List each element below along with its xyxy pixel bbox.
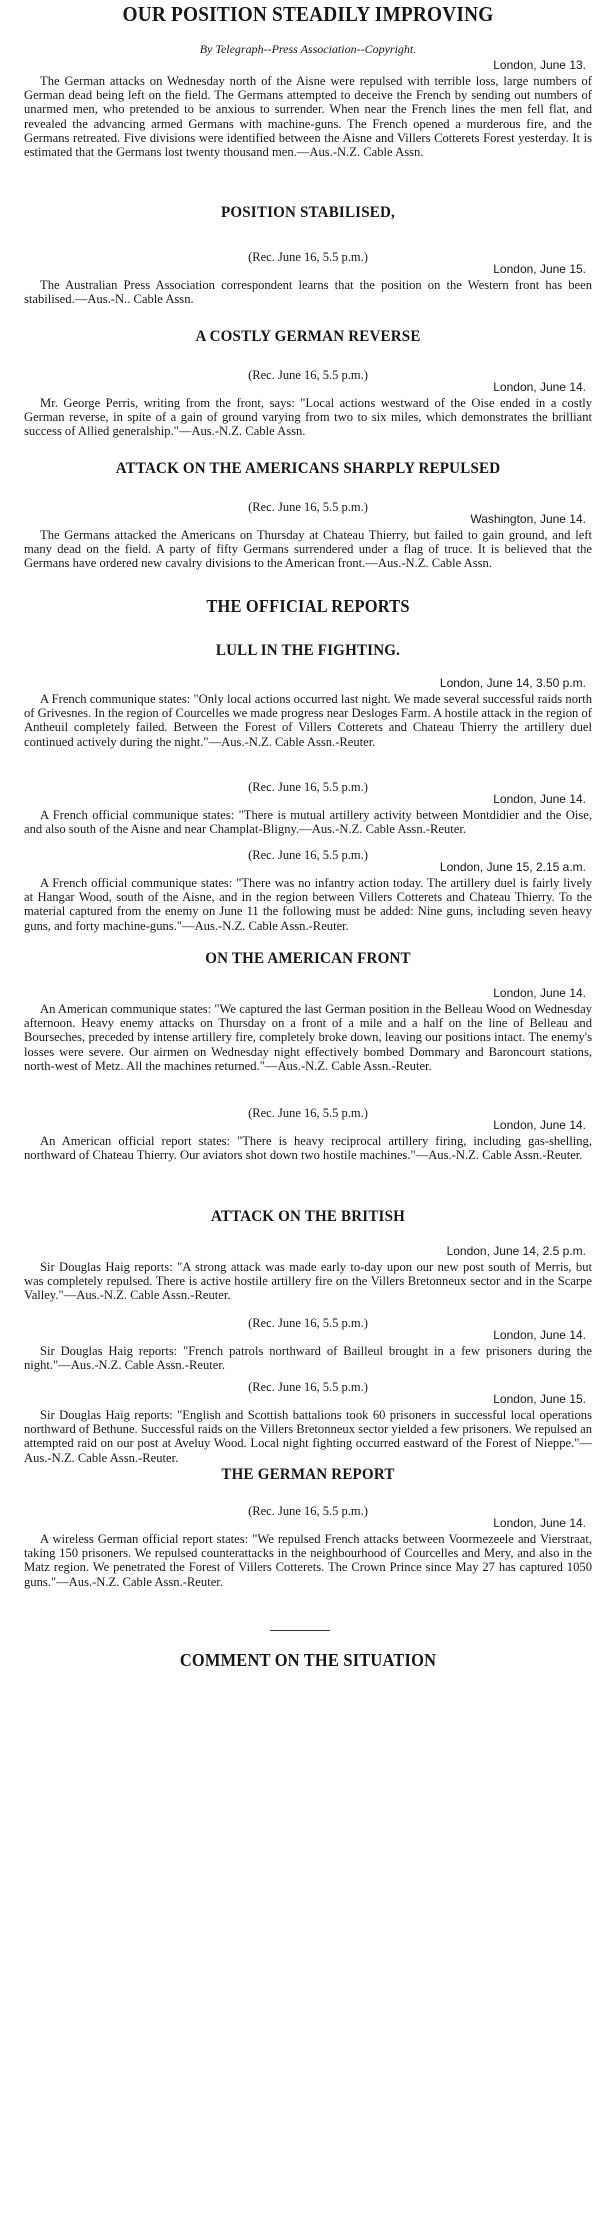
dateline: London, June 13. xyxy=(493,58,586,72)
section-costly-reverse xyxy=(24,328,592,346)
dateline: London, June 14. xyxy=(493,380,586,394)
received-line: (Rec. June 16, 5.5 p.m.) xyxy=(248,1504,368,1518)
british-heading-block xyxy=(24,1208,592,1226)
article-meta xyxy=(24,1244,592,1260)
dateline: London, June 14. xyxy=(493,792,586,806)
article-body: Sir Douglas Haig reports: "English and Scottish battalions took 60 prisoners in successful local operations northward of Bethune. Successful raids on the Villers Bretonneux sector yielded a few prisoners. We repulsed an attempted raid on our post at Aveluy Wood. Local night fighting occurred eastward of the Forest of Nieppe."—Aus.-N.Z. Cable Assn.-Reuter. xyxy=(24,1408,592,1465)
lull-heading: LULL IN THE FIGHTING. xyxy=(215,642,401,659)
article-meta xyxy=(24,1106,592,1134)
received-line: (Rec. June 16, 5.5 p.m.) xyxy=(248,1106,368,1120)
british-heading: ATTACK ON THE BRITISH xyxy=(210,1208,406,1225)
official-reports-heading: THE OFFICIAL REPORTS xyxy=(206,596,410,616)
article-body: A French official communique states: "There is mutual artillery activity between Montdidier and the Oise, and also south of the Aisne and near Champlat-Bligny.—Aus.-N.Z. Cable Assn.-Reuter. xyxy=(24,808,592,837)
dateline: London, June 15. xyxy=(493,1392,586,1406)
german-report xyxy=(24,1504,592,1589)
dateline: London, June 14. xyxy=(493,1118,586,1132)
article-body: The Germans attacked the Americans on Thursday at Chateau Thierry, but failed to gain ground, and left many dead on the field. A party of fifty Germans surrendered under a flag of truce. It is believed that the Germans have ordered new cavalry divisions to the American front.—Aus.-N.Z. Cable Assn. xyxy=(24,528,592,571)
british-item-1 xyxy=(24,1244,592,1303)
comment-heading: COMMENT ON THE SITUATION xyxy=(179,1650,437,1670)
official-item-2 xyxy=(24,780,592,836)
american-item-1 xyxy=(24,986,592,1073)
dateline: London, June 14. xyxy=(493,986,586,1000)
received-line: (Rec. June 16, 5.5 p.m.) xyxy=(248,780,368,794)
main-headline-block xyxy=(24,2,592,27)
section-divider xyxy=(270,1630,330,1631)
german-heading: THE GERMAN REPORT xyxy=(221,1466,395,1483)
received-line: (Rec. June 16, 5.5 p.m.) xyxy=(248,1380,368,1394)
dateline: Washington, June 14. xyxy=(470,512,586,526)
official-item-3 xyxy=(24,848,592,933)
lull-heading-block xyxy=(24,642,592,660)
received-line: (Rec. June 16, 5.5 p.m.) xyxy=(248,250,368,264)
article-body: An American communique states: "We captured the last German position in the Belleau Wood on Wednesday afternoon. Heavy enemy attacks on Thursday on a front of a mile and a half on the line of Belleau and Bourseches, preceded by intense artillery fire, completely broke down, leaving our positions intact. The enemy's losses were severe. Our airmen on Wednesday night effectively bombed Dommary and Baroncourt stations, north-west of Metz. All the machines returned."—Aus.-N.Z. Cable Assn.-Reuter. xyxy=(24,1002,592,1073)
article-body: The German attacks on Wednesday north of the Aisne were repulsed with terrible loss, large numbers of German dead being left on the field. The Germans attempted to deceive the French by sending out numbers of unarmed men, who pretended to be anxious to surrender. When near the French lines the men fell flat, and revealed the advancing armed Germans with machine-guns. The French opened a murderous fire, and the Germans retreated. Five divisions were identified between the Aisne and Villers Cotterets Forest yesterday. It is estimated that the Germans lost twenty thousand men.—Aus.-N.Z. Cable Assn. xyxy=(24,74,592,160)
section-americans-repulsed-body xyxy=(24,500,592,571)
official-item-1 xyxy=(24,676,592,749)
section-heading: POSITION STABILISED, xyxy=(220,204,395,221)
article-meta xyxy=(24,368,592,396)
section-heading: A COSTLY GERMAN REVERSE xyxy=(195,328,421,345)
american-front-heading: ON THE AMERICAN FRONT xyxy=(205,950,411,967)
article-meta xyxy=(24,1316,592,1344)
article-body: A French official communique states: "There was no infantry action today. The artillery duel is fairly lively at Hangar Wood, south of the Aisne, and in the region between Villers Cotterets and Chateau Thierry. To the material captured from the enemy on June 11 the following must be added: Nine guns, including seven heavy guns, and forty machine-guns."—Aus.-N.Z. Cable Assn.-Reuter. xyxy=(24,876,592,933)
lead-article xyxy=(24,58,592,159)
article-body: Mr. George Perris, writing from the front, says: "Local actions westward of the Oise ended in a costly German reverse, in spite of a gain of ground varying from two to six miles, which demonstrates the brilliant success of Allied generalship."—Aus.-N.Z. Cable Assn. xyxy=(24,396,592,439)
article-body: A wireless German official report states: "We repulsed French attacks between Voormezeele and Vierstraat, taking 150 prisoners. We repulsed counterattacks in the neighbourhood of Courcelles and Mery, and also in the Matz region. We penetrated the Forest of Villers Cotterets. The Crown Prince since May 27 has captured 1050 guns."—Aus.-N.Z. Cable Assn.-Reuter. xyxy=(24,1532,592,1589)
british-item-3 xyxy=(24,1380,592,1465)
dateline: London, June 14. xyxy=(493,1328,586,1342)
byline: By Telegraph--Press Association--Copyright. xyxy=(199,42,417,56)
article-body: Sir Douglas Haig reports: "A strong attack was made early to-day upon our new post south of Merris, but was completely repulsed. There is active hostile artillery fire on the Villers Bretonneux sector and in the Scarpe Valley."—Aus.-N.Z. Cable Assn.-Reuter. xyxy=(24,1260,592,1303)
article-meta xyxy=(24,500,592,528)
article-body: The Australian Press Association correspondent learns that the position on the Western front has been stabilised.—Aus.-N.. Cable Assn. xyxy=(24,278,592,307)
article-body: Sir Douglas Haig reports: "French patrols northward of Bailleul brought in a few prisoners during the night."—Aus.-N.Z. Cable Assn.-Reuter. xyxy=(24,1344,592,1373)
official-reports-heading-block xyxy=(24,596,592,617)
german-heading-block xyxy=(24,1466,592,1484)
article-meta xyxy=(24,848,592,876)
article-meta xyxy=(24,1504,592,1532)
british-item-2 xyxy=(24,1316,592,1372)
dateline: London, June 14, 2.5 p.m. xyxy=(446,1244,586,1258)
section-position-stabilised xyxy=(24,204,592,222)
byline-block xyxy=(24,42,592,57)
article-body: An American official report states: "There is heavy reciprocal artillery firing, including gas-shelling, northward of Chateau Thierry. Our aviators shot down two hostile machines."—Aus.-N.Z. Cable Assn.-Reuter. xyxy=(24,1134,592,1163)
american-item-2 xyxy=(24,1106,592,1162)
received-line: (Rec. June 16, 5.5 p.m.) xyxy=(248,368,368,382)
article-meta xyxy=(24,250,592,278)
dateline: London, June 15. xyxy=(493,262,586,276)
lead-meta xyxy=(24,58,592,74)
dateline: London, June 14. xyxy=(493,1516,586,1530)
article-meta xyxy=(24,1380,592,1408)
section-americans-repulsed xyxy=(24,460,592,478)
article-meta xyxy=(24,676,592,692)
section-costly-reverse-body xyxy=(24,368,592,439)
article-meta xyxy=(24,780,592,808)
received-line: (Rec. June 16, 5.5 p.m.) xyxy=(248,848,368,862)
dateline: London, June 14, 3.50 p.m. xyxy=(439,676,586,690)
main-headline: OUR POSITION STEADILY IMPROVING xyxy=(122,2,494,26)
section-position-stabilised-body xyxy=(24,250,592,306)
comment-heading-block xyxy=(24,1650,592,1671)
article-meta xyxy=(24,986,592,1002)
american-front-heading-block xyxy=(24,950,592,968)
dateline: London, June 15, 2.15 a.m. xyxy=(439,860,586,874)
section-heading: ATTACK ON THE AMERICANS SHARPLY REPULSED xyxy=(115,460,501,477)
received-line: (Rec. June 16, 5.5 p.m.) xyxy=(248,500,368,514)
received-line: (Rec. June 16, 5.5 p.m.) xyxy=(248,1316,368,1330)
article-body: A French communique states: "Only local actions occurred last night. We made several successful raids north of Grivesnes. In the region of Courcelles we made progress near Desloges Farm. A hostile attack in the region of Antheuil completely failed. Between the Forest of Villers Cotterets and Chateau Thierry the artillery duel continued actively during the night."—Aus.-N.Z. Cable Assn.-Reuter. xyxy=(24,692,592,749)
